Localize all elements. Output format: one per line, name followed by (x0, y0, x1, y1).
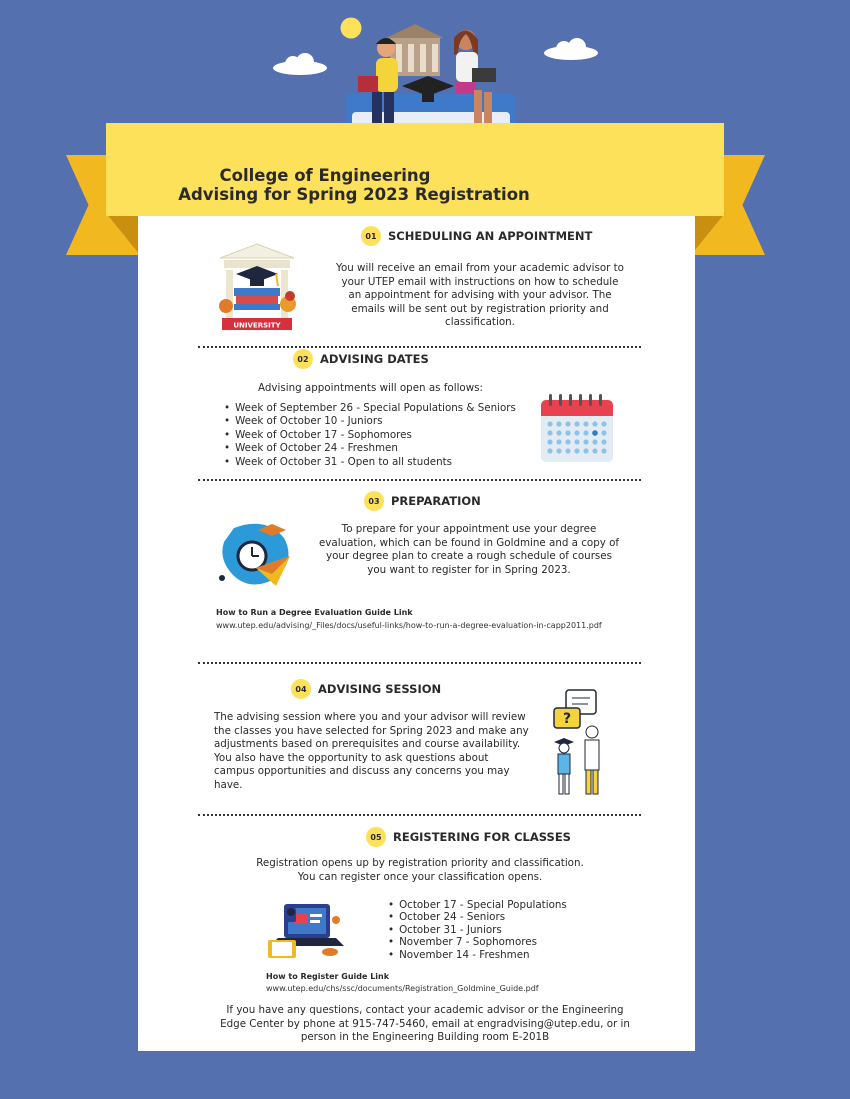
title-line-1: College of Engineering (219, 166, 431, 185)
list-item: • Week of October 31 - Open to all students (224, 456, 516, 469)
section-number-badge: 02 (293, 349, 313, 369)
section-title: REGISTERING FOR CLASSES (393, 830, 571, 844)
section-01-heading (361, 226, 592, 246)
section-number-badge: 03 (364, 491, 384, 511)
register-guide-link[interactable]: www.utep.edu/chs/ssc/documents/Registration_Goldmine_Guide.pdf (266, 984, 539, 993)
list-item: • Week of October 17 - Sophomores (224, 429, 516, 442)
section-02-heading (293, 349, 429, 369)
cloud-icon (542, 37, 600, 61)
degree-evaluation-guide-title: How to Run a Degree Evaluation Guide Link (216, 608, 413, 617)
section-title: PREPARATION (391, 494, 481, 508)
section-title: ADVISING DATES (320, 352, 429, 366)
title-line-2: Advising for Spring 2023 Registration (178, 185, 530, 204)
section-05-intro-line-2: You can register once your classification opens. (297, 870, 543, 883)
section-title: ADVISING SESSION (318, 682, 442, 696)
cloud-icon (271, 52, 329, 76)
page-title (106, 166, 768, 204)
section-divider (198, 662, 641, 664)
university-icon (214, 240, 300, 334)
section-05-intro-line-1: Registration opens up by registration priority and classification. (256, 857, 584, 869)
list-item: • Week of October 10 - Juniors (224, 415, 516, 428)
section-title: SCHEDULING AN APPOINTMENT (388, 229, 593, 243)
section-divider (198, 346, 641, 348)
university-label: UNIVERSITY (233, 321, 281, 330)
section-03-heading (364, 491, 481, 511)
registration-dates-list (388, 899, 567, 961)
section-04-heading (291, 679, 441, 699)
section-04-body: The advising session where you and your advisor will review the classes you have selected for Spring 2023 and make any adjustments based on prerequisites and course availability. You also have the opportunity to ask questions about campus opportunities and discuss any concerns you may have. (214, 711, 529, 791)
section-02-intro: Advising appointments will open as follows: (258, 382, 483, 394)
section-divider (198, 479, 641, 481)
section-divider (198, 814, 641, 816)
advising-session-icon (548, 688, 604, 798)
calendar-icon (540, 392, 614, 464)
list-item: • October 24 - Seniors (388, 911, 567, 923)
advising-dates-list (224, 402, 516, 469)
list-item: • Week of September 26 - Special Populations & Seniors (224, 402, 516, 415)
register-guide-title: How to Register Guide Link (266, 972, 390, 981)
section-05-heading (366, 827, 571, 847)
contact-footer: If you have any questions, contact your academic advisor or the Engineering Edge Center by phone at 915-747-5460, email at engradvising@utep.edu, or in person in the Engineering Building room E-201B (220, 1004, 630, 1044)
list-item: • Week of October 24 - Freshmen (224, 442, 516, 455)
section-01-body: You will receive an email from your academic advisor to your UTEP email with instructions on how to schedule an appointment for advising with your advisor. The emails will be sent out by registration priority and classification. (336, 262, 624, 329)
svg-text:?: ? (562, 711, 572, 727)
list-item: • October 31 - Juniors (388, 924, 567, 936)
section-number-badge: 05 (366, 827, 386, 847)
list-item: • October 17 - Special Populations (388, 899, 567, 911)
laptop-desk-icon (264, 898, 348, 962)
section-03-body: To prepare for your appointment use your degree evaluation, which can be found in Goldmine and a copy of your degree plan to create a rough schedule of courses you want to register for in Spring 2023. (318, 523, 620, 576)
section-05-intro (200, 857, 640, 884)
preparation-icon (216, 520, 298, 590)
degree-evaluation-guide-link[interactable]: www.utep.edu/advising/_Files/docs/useful-links/how-to-run-a-degree-evaluation-in-capp2011.pdf (216, 621, 602, 630)
section-number-badge: 01 (361, 226, 381, 246)
list-item: • November 7 - Sophomores (388, 936, 567, 948)
list-item: • November 14 - Freshmen (388, 949, 567, 961)
section-number-badge: 04 (291, 679, 311, 699)
